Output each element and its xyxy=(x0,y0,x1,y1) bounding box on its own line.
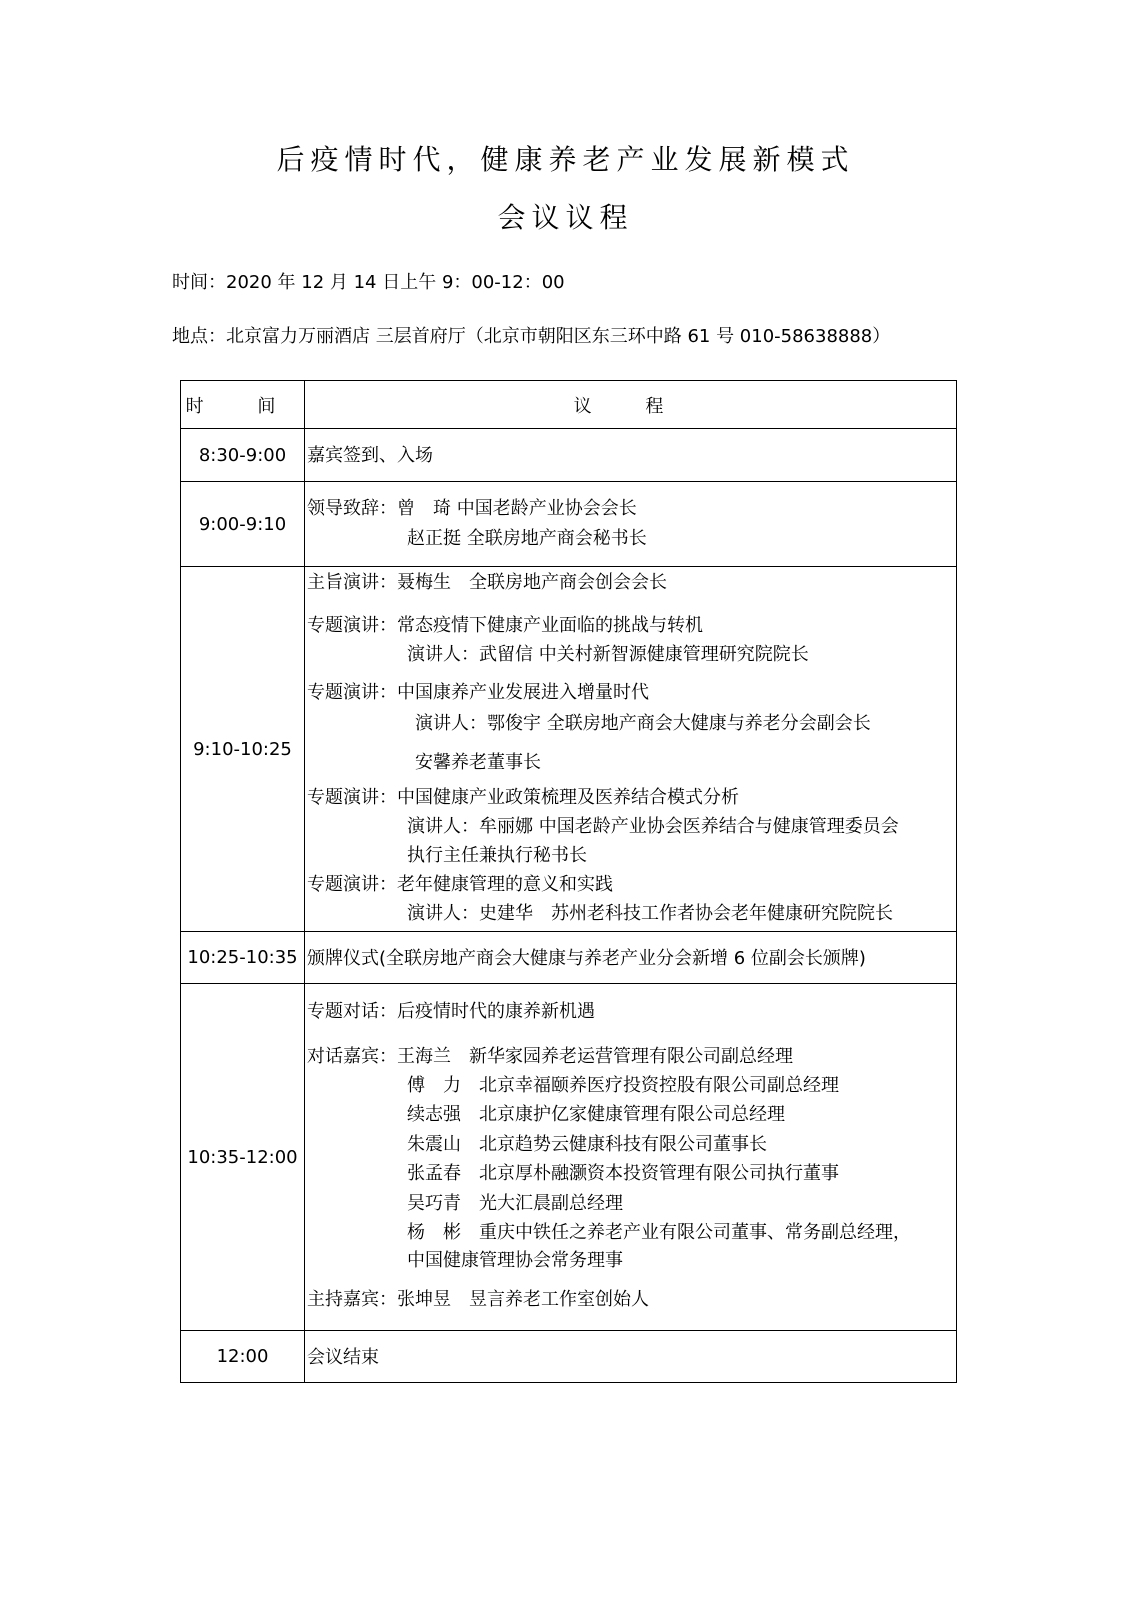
agenda-line: 专题演讲：中国健康产业政策梳理及医养结合模式分析 xyxy=(307,787,739,808)
agenda-line: 执行主任兼执行秘书长 xyxy=(407,845,587,866)
agenda-line: 演讲人：牟丽娜 中国老龄产业协会医养结合与健康管理委员会 xyxy=(407,816,899,837)
agenda-line: 续志强 北京康护亿家健康管理有限公司总经理 xyxy=(407,1104,785,1125)
row-agenda xyxy=(305,1331,957,1383)
row-agenda xyxy=(305,429,957,482)
row-time: 10:35-12:00 xyxy=(181,984,305,1331)
table-row xyxy=(181,984,957,1331)
document-subtitle: 会议议程 xyxy=(497,201,634,234)
agenda-line: 赵正挺 全联房地产商会秘书长 xyxy=(407,528,647,549)
table-row xyxy=(181,567,957,932)
table-row xyxy=(181,1331,957,1383)
agenda-line: 中国健康管理协会常务理事 xyxy=(407,1250,623,1271)
agenda-line: 演讲人：鄂俊宇 全联房地产商会大健康与养老分会副会长 xyxy=(415,713,871,734)
agenda-table xyxy=(180,380,957,1383)
agenda-line: 领导致辞：曾 琦 中国老龄产业协会会长 xyxy=(307,498,637,519)
table-header-row xyxy=(181,381,957,429)
row-time: 8:30-9:00 xyxy=(181,429,305,482)
meeting-place: 地点：北京富力万丽酒店 三层首府厅（北京市朝阳区东三环中路 61 号 010-58638888） xyxy=(172,326,891,347)
document-title: 后疫情时代，健康养老产业发展新模式 xyxy=(276,143,855,176)
agenda-line: 杨 彬 重庆中铁任之养老产业有限公司董事、常务副总经理， xyxy=(407,1222,911,1243)
agenda-line: 专题演讲：中国康养产业发展进入增量时代 xyxy=(307,682,649,703)
agenda-line: 对话嘉宾：王海兰 新华家园养老运营管理有限公司副总经理 xyxy=(307,1046,793,1067)
agenda-line: 吴巧青 光大汇晨副总经理 xyxy=(407,1193,623,1214)
agenda-line: 嘉宾签到、入场 xyxy=(307,445,433,466)
row-time: 12:00 xyxy=(181,1331,305,1383)
agenda-line: 主持嘉宾：张坤昱 昱言养老工作室创始人 xyxy=(307,1289,649,1310)
agenda-line: 颁牌仪式(全联房地产商会大健康与养老产业分会新增 6 位副会长颁牌) xyxy=(307,948,866,969)
header-agenda: 议 程 xyxy=(305,381,957,429)
meeting-time: 时间：2020 年 12 月 14 日上午 9：00-12：00 xyxy=(172,272,565,293)
agenda-line: 专题演讲：常态疫情下健康产业面临的挑战与转机 xyxy=(307,615,703,636)
agenda-line: 会议结束 xyxy=(307,1347,379,1368)
agenda-line: 主旨演讲：聂梅生 全联房地产商会创会会长 xyxy=(307,572,667,593)
agenda-line: 安馨养老董事长 xyxy=(415,752,541,773)
agenda-line: 傅 力 北京幸福颐养医疗投资控股有限公司副总经理 xyxy=(407,1075,839,1096)
header-time: 时 间 xyxy=(181,381,305,429)
row-agenda xyxy=(305,567,957,932)
row-time: 10:25-10:35 xyxy=(181,932,305,984)
row-agenda xyxy=(305,932,957,984)
agenda-line: 演讲人：武留信 中关村新智源健康管理研究院院长 xyxy=(407,644,809,665)
table-row xyxy=(181,932,957,984)
row-time: 9:00-9:10 xyxy=(181,482,305,567)
agenda-line: 演讲人：史建华 苏州老科技工作者协会老年健康研究院院长 xyxy=(407,903,893,924)
agenda-line: 张孟春 北京厚朴融灏资本投资管理有限公司执行董事 xyxy=(407,1163,839,1184)
row-agenda xyxy=(305,984,957,1331)
agenda-line: 专题演讲：老年健康管理的意义和实践 xyxy=(307,874,613,895)
agenda-line: 朱震山 北京趋势云健康科技有限公司董事长 xyxy=(407,1134,767,1155)
row-agenda xyxy=(305,482,957,567)
table-row xyxy=(181,429,957,482)
row-time: 9:10-10:25 xyxy=(181,567,305,932)
agenda-line: 专题对话：后疫情时代的康养新机遇 xyxy=(307,1001,595,1022)
table-row xyxy=(181,482,957,567)
